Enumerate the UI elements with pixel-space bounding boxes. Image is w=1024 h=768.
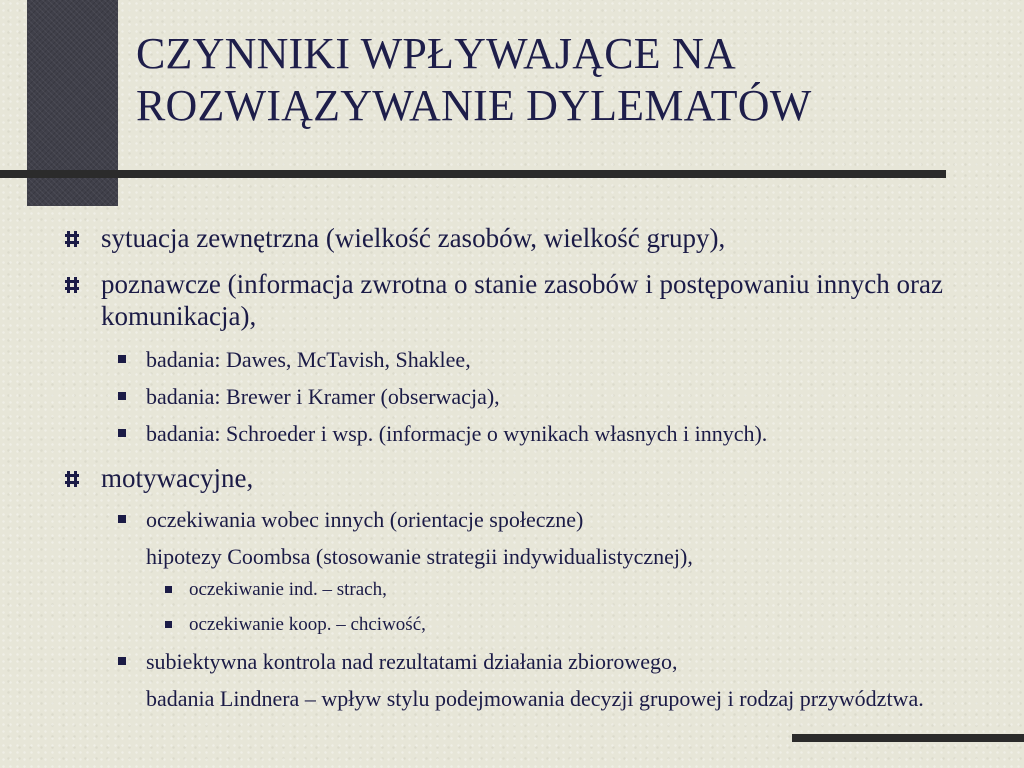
list-item — [146, 648, 1006, 675]
list-item — [101, 462, 981, 494]
square-bullet-icon — [165, 621, 172, 628]
list-item-text: oczekiwanie koop. – chciwość, — [189, 614, 426, 635]
square-bullet-icon — [118, 355, 126, 363]
square-bullet-icon — [118, 515, 126, 523]
list-item — [146, 346, 1006, 373]
hash-bullet-icon — [65, 277, 79, 293]
hash-bullet-icon — [65, 471, 79, 487]
list-item-text: motywacyjne, — [101, 463, 254, 493]
list-item — [146, 506, 1006, 533]
list-item-text: oczekiwania wobec innych (orientacje społeczne) — [146, 507, 584, 532]
hash-bullet-icon — [65, 231, 79, 247]
list-item-text: subiektywna kontrola nad rezultatami działania zbiorowego, — [146, 649, 678, 674]
list-item-text: oczekiwanie ind. – strach, — [189, 579, 387, 600]
square-bullet-icon — [118, 429, 126, 437]
square-bullet-icon — [165, 586, 172, 593]
list-item-text: sytuacja zewnętrzna (wielkość zasobów, wielkość grupy), — [101, 223, 726, 253]
list-item-text: badania Lindnera – wpływ stylu podejmowania decyzji grupowej i rodzaj przywództwa. — [146, 686, 924, 711]
square-bullet-icon — [118, 392, 126, 400]
list-item — [146, 420, 1006, 447]
slide-title-line-1: CZYNNIKI WPŁYWAJĄCE NA — [136, 29, 736, 78]
list-item-text: poznawcze (informacja zwrotna o stanie zasobów i postępowaniu innych oraz komunikacja), — [101, 269, 943, 331]
list-item-text: hipotezy Coombsa (stosowanie strategii indywidualistycznej), — [146, 544, 693, 569]
slide-title-line-2: ROZWIĄZYWANIE DYLEMATÓW — [136, 81, 812, 130]
list-item-continuation — [146, 685, 996, 712]
list-item-text: badania: Schroeder i wsp. (informacje o wynikach własnych i innych). — [146, 421, 768, 446]
square-bullet-icon — [118, 657, 126, 665]
list-item — [146, 383, 1006, 410]
list-item — [101, 222, 981, 254]
list-item-continuation — [146, 543, 1006, 570]
list-item — [101, 268, 981, 332]
list-item-text: badania: Dawes, McTavish, Shaklee, — [146, 347, 471, 372]
list-item-text: badania: Brewer i Kramer (obserwacja), — [146, 384, 500, 409]
list-item — [189, 613, 989, 637]
list-item — [189, 578, 989, 602]
